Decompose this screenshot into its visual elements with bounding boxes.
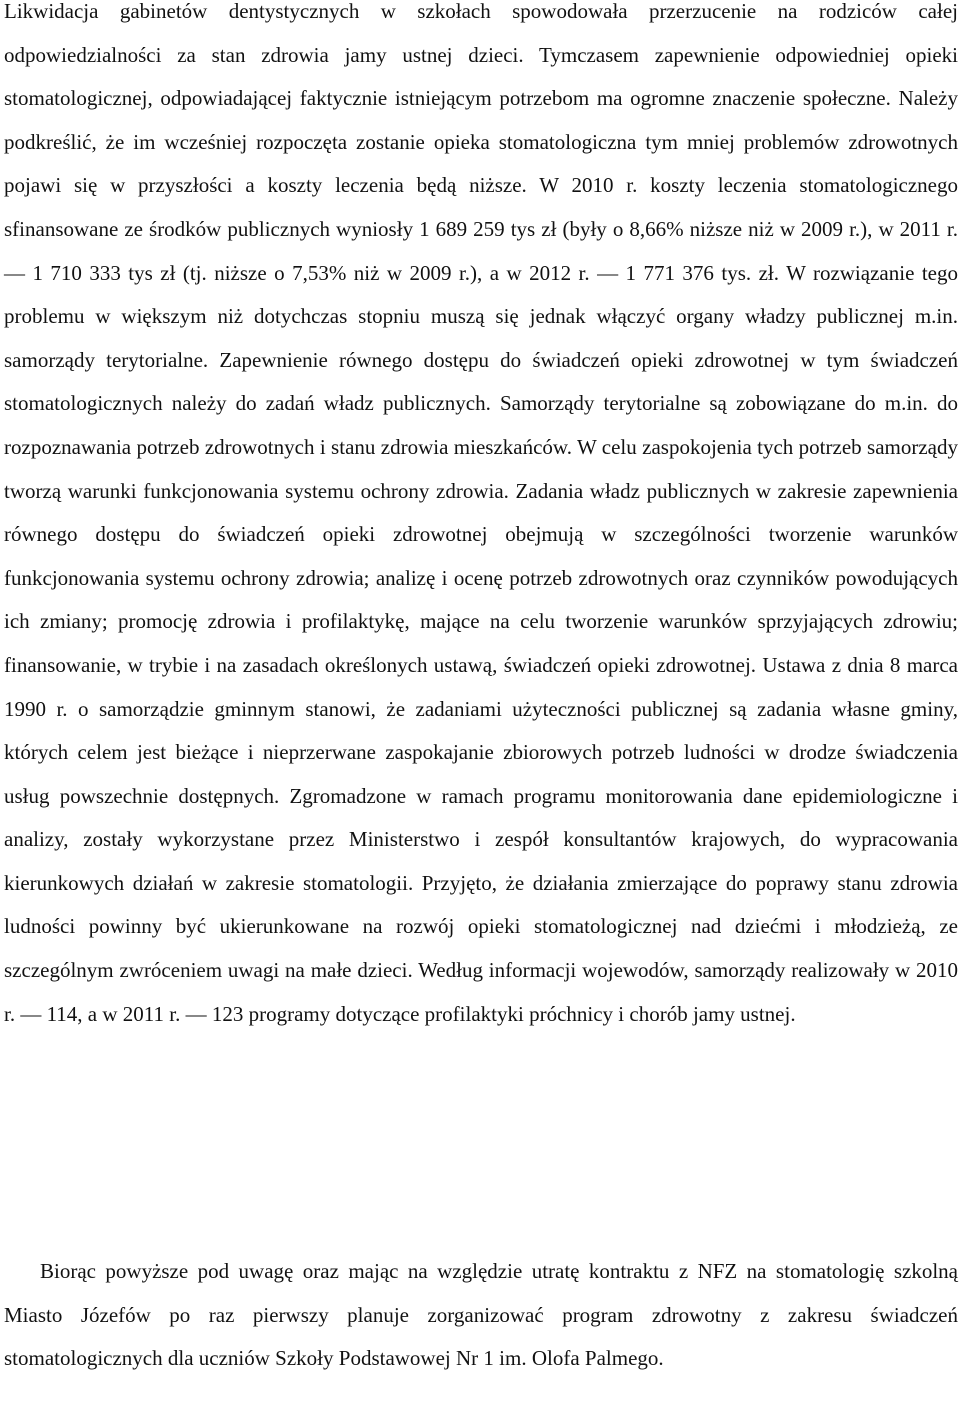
paragraph-dental-care-context: Likwidacja gabinetów dentystycznych w szkołach spowodowała przerzucenie na rodziców całej odpowiedzialności za stan zdrowia jamy ustnej dzieci. Tymczasem zapewnienie odpowiedniej opieki stomatologicznej, odpowiadającej faktycznie istniejącym potrzebom ma ogromne znaczenie społeczne. Należy podkreślić, że im wcześniej rozpoczęta zostanie opieka stomatologiczna tym mniej problemów zdrowotnych pojawi się w przyszłości a koszty leczenia będą niższe. W 2010 r. koszty leczenia stomatologicznego sfinansowane ze środków publicznych wyniosły 1 689 259 tys zł (były o 8,66% niższe niż w 2009 r.), w 2011 r. — 1 710 333 tys zł (tj. niższe o 7,53% niż w 2009 r.), a w 2012 r. — 1 771 376 tys. zł. W rozwiązanie tego problemu w większym niż dotychczas stopniu muszą się jednak włączyć organy władzy publicznej m.in. samorządy terytorialne. Zapewnienie równego dostępu do świadczeń opieki zdrowotnej w tym świadczeń stomatologicznych należy do zadań władz publicznych. Samorządy terytorialne są zobowiązane do m.in. do rozpoznawania potrzeb zdrowotnych i stanu zdrowia mieszkańców. W celu zaspokojenia tych potrzeb samorządy tworzą warunki funkcjonowania systemu ochrony zdrowia. Zadania władz publicznych w zakresie zapewnienia równego dostępu do świadczeń opieki zdrowotnej obejmują w szczególności tworzenie warunków funkcjonowania systemu ochrony zdrowia; analizę i ocenę potrzeb zdrowotnych oraz czynników powodujących ich zmiany; promocję zdrowia i profilaktykę, mające na celu tworzenie warunków sprzyjających zdrowiu; finansowanie, w trybie i na zasadach określonych ustawą, świadczeń opieki zdrowotnej. Ustawa z dnia 8 marca 1990 r. o samorządzie gminnym stanowi, że zadaniami użyteczności publicznej są zadania własne gminy, których celem jest bieżące i nieprzerwane zaspokajanie zbiorowych potrzeb ludności w drodze świadczenia usług powszechnie dostępnych. Zgromadzone w ramach programu monitorowania dane epidemiologiczne i analizy, zostały wykorzystane przez Ministerstwo i zespół konsultantów krajowych, do wypracowania kierunkowych działań w zakresie stomatologii. Przyjęto, że działania zmierzające do poprawy stanu zdrowia ludności powinny być ukierunkowane na rozwój opieki stomatologicznej nad dziećmi i młodzieżą, ze szczególnym zwróceniem uwagi na małe dzieci. Według informacji wojewodów, samorządy realizowały w 2010 r. — 114, a w 2011 r. — 123 programy dotyczące profilaktyki próchnicy i chorób jamy ustnej. (4, 0, 958, 1026)
paragraph-program-plan: Biorąc powyższe pod uwagę oraz mając na względzie utratę kontraktu z NFZ na stomatologię szkolną Miasto Józefów po raz pierwszy planuje zorganizować program zdrowotny z zakresu świadczeń stomatologicznych dla uczniów Szkoły Podstawowej Nr 1 im. Olofa Palmego. (4, 1259, 958, 1371)
